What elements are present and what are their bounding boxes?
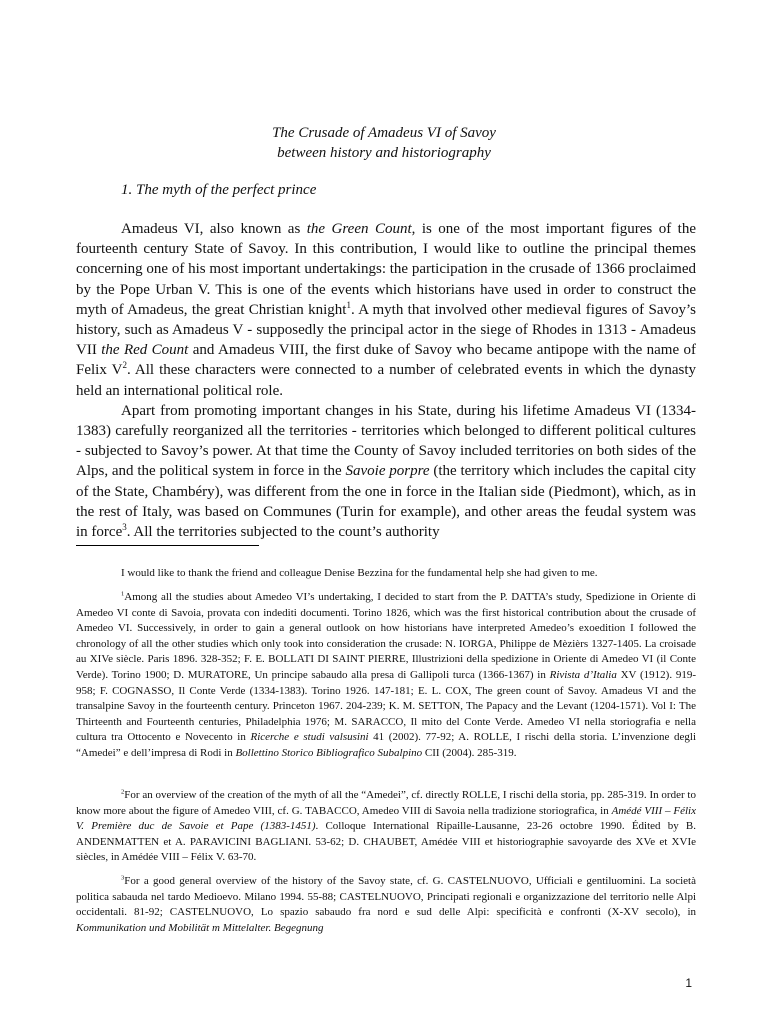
title-line-1: The Crusade of Amadeus VI of Savoy xyxy=(272,125,496,141)
paper-title xyxy=(0,123,768,163)
footnote-ref-3: 3 xyxy=(122,522,127,533)
footnote-ref-2: 2 xyxy=(122,360,127,371)
paragraph-1: Amadeus VI, also known as the Green Count, is one of the most important figures of the fourteenth century State of Savoy. In this contribution, I would like to outline the principal themes concerning one of his most important undertakings: the participation in the crusade of 1366 proclaimed by the Pope Urban V. This is one of the events which historians have used in order to construct the myth of Amadeus, the great Christian knight$^1$. A myth that involved other medieval figures of Savoy’s history, such as Amadeus V - supposedly the principal actor in the siege of Rhodes in 1313 - Amadeus VII the Red Count and Amadeus VIII, the first duke of Savoy who became antipope with the name of Felix $V^2$. All these characters were connected to a number of celebrated events in which the dynasty held an international political role. xyxy=(76,221,696,399)
footnote-1: $^1$Among all the studies about Amedeo VI’s undertaking, I decided to start from the P. DATTA’s study, Spedizione in Oriente di Amedeo VI conte di Savoia, provata con indediti documenti. Torino 1826, which was the first historical contribution about the crusade of Amedeo VI. Successively, in order to gain a general outlook on how historians have interpreted Amedeo’s exoedition I followed the chronology of all the other studies which only took into consideration the crusade: N. IORGA, Philippe de Mèzièrs 1327-1405. La croisade au XIVe siècle. Paris 1896. 328-352; F. E. BOLLATI DI SAINT PIERRE, Illustrizioni della spedizione in Oriente di Amedeo VI (il Conte Verde). Torino 1900; D. MURATORE, Un principe sabaudo alla presa di Gallipoli turca (1366-1367) in Rivista d’Italia XV (1912). 919-958; F. COGNASSO, Il Conte Verde (1334-1383). Torino 1926. 147-181; E. L. COX, The green count of Savoy. Amadeus VI and the transalpine Savoy in the fourteenth century. Princeton 1967. 204-239; K. M. SETTON, The Papacy and the Levant (1204-1571). Vol I: The Thirteenth and Fourteenth centuries, Philadelphia 1976; M. SARACCO, Il mito del Conte Verde. Amedeo VI nella storiografia e nella cultura tra Ottocento e Novecento in Ricerche e studi valsusini 41 (2002). 77-92; A. ROLLE, I rischi della storia. L’invenzione degli “Amedei” e dell’impresa di Rodi in Bollettino Storico Bibliografico Subalpino CII (2004). 285-319. xyxy=(76,590,696,759)
footnote-separator xyxy=(76,545,259,546)
footnote-thanks: I would like to thank the friend and colleague Denise Bezzina for the fundamental help she had given to me. xyxy=(121,567,598,579)
section-heading: 1. The myth of the perfect prince xyxy=(121,182,317,198)
page-number: 1 xyxy=(685,976,692,990)
body-text xyxy=(76,219,696,542)
paragraph-2: Apart from promoting important changes in his State, during his lifetime Amadeus VI (1334-1383) carefully reorganized all the territories - territories which belonged to different political cultures - subjected to Savoy’s power. At that time the County of Savoy included territories on both sides of the Alps, and the political system in force in the Savoie porpre (the territory which includes the capital city of the State, Chambéry), was different from the one in force in the Italian side (Piedmont), which, as in the rest of Italy, was based on Communes (Turin for example), and other areas the feudal system was in force$^3$. All the territories subjected to the count’s authority xyxy=(76,402,697,541)
title-line-2: between history and historiography xyxy=(277,145,491,161)
footnote-3: $^3$For a good general overview of the history of the Savoy state, cf. G. CASTELNUOVO, Ufficiali e gentiluomini. La società politica sabauda nel tardo Medioevo. Milano 1994. 55-88; CASTELNUOVO, Principati regionali e organizzazione del territorio nelle Alpi occidentali. 81-92; CASTELNUOVO, Lo spazio sabaudo fra nord e sud delle Alpi: specificità e confronti (X-XV secolo), in Kommunikation und Mobilität m Mittelalter. Begegnung xyxy=(76,874,696,934)
footnote-2: $^2$For an overview of the creation of the myth of all the “Amedei”, cf. directly ROLLE, I rischi della storia, pp. 285-319. In order to know more about the figure of Amedeo VIII, cf. G. TABACCO, Amedeo VIII di Savoia nella tradizione storiografica, in Amédé VIII – Félix V. Première duc de Savoie et Pape (1383-1451). Colloque International Ripaille-Lausanne, 23-26 octobre 1990. Édited by B. ANDENMATTEN et A. PARAVICINI BAGLIANI. 53-62; D. CHAUBET, Amédée VIII et historiographie savoyarde des XVe et XVIe siècles, in Amédée VIII – Félix V. 63-70. xyxy=(76,788,696,864)
footnote-ref-1: 1 xyxy=(346,299,351,310)
